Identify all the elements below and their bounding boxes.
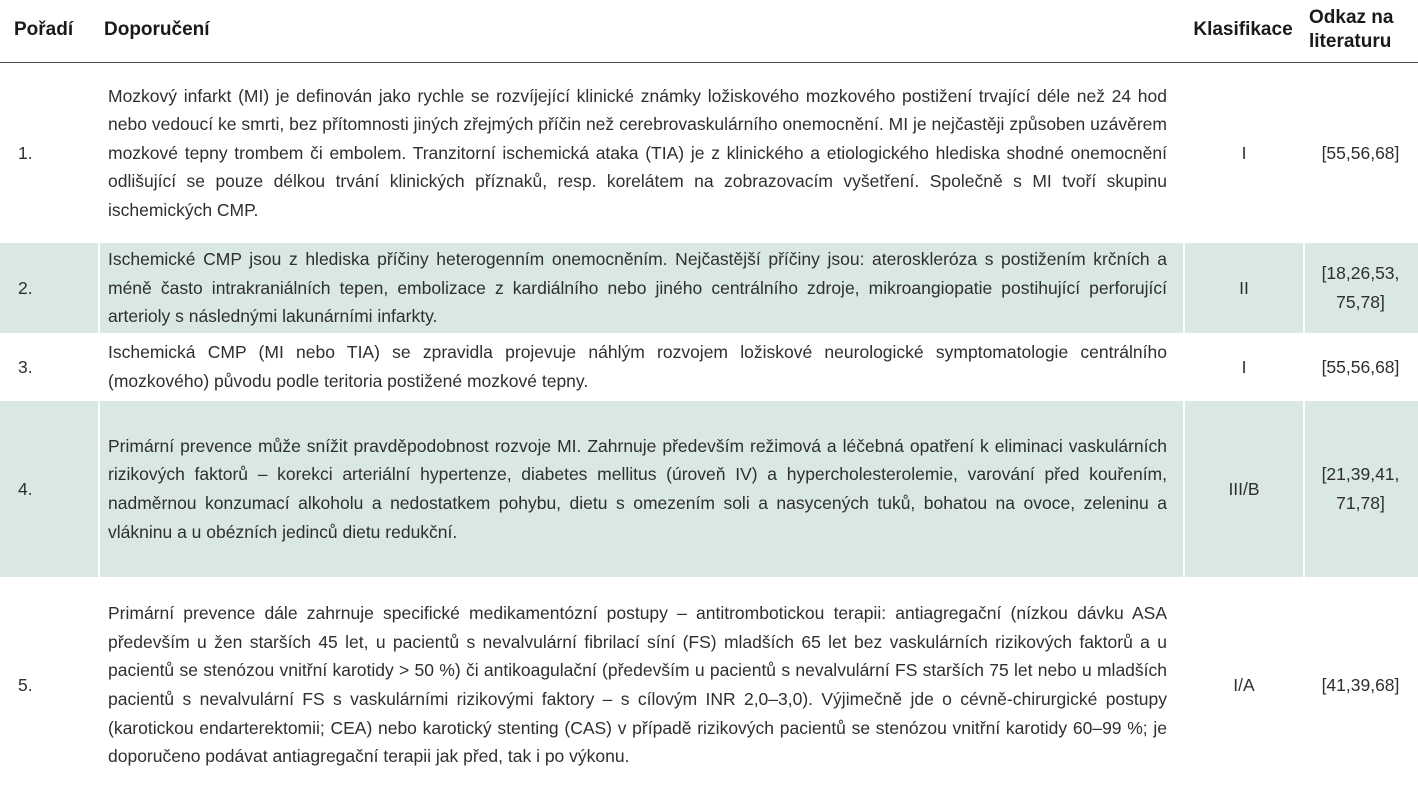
row-reference: [18,26,53, 75,78] — [1303, 243, 1418, 333]
row-reference: [55,56,68] — [1303, 336, 1418, 398]
column-header-order: Pořadí — [0, 0, 98, 63]
column-header-reference: Odkaz na literaturu — [1303, 0, 1418, 63]
row-recommendation-text: Primární prevence může snížit pravděpodobnost rozvoje MI. Zahrnuje především režimová a léčebná opatření k eliminaci vaskulárních rizikových faktorů – korekci arteriální hypertenze, diabetes mellitus (úroveň IV) a hypercholesterolemie, varování před kouřením, nadměrnou konzumací alkoholu a nedostatkem pohybu, dietu s omezením soli a nasycených tuků, bohatou na ovoce, zeleninu a vlákninu a u obézních jedinců dietu redukční. — [98, 401, 1183, 577]
row-classification: I — [1183, 66, 1303, 240]
row-order: 2. — [0, 243, 98, 333]
row-order: 3. — [18, 356, 33, 377]
row-classification: II — [1183, 243, 1303, 333]
row-recommendation-text: Mozkový infarkt (MI) je definován jako rychle se rozvíjející klinické známky ložiskového mozkového postižení trvající déle než 24 hod nebo vedoucí ke smrti, bez přítomnosti jiných zřejmých příčin než cerebrovaskulárního onemocnění. MI je nejčastěji způsoben uzávěrem mozkové tepny trombem či embolem. Tranzitorní ischemická ataka (TIA) je z klinického a etiologického hlediska shodné onemocnění odlišující se pouze délkou trvání klinických příznaků, resp. korelátem na zobrazovacím vyšetření. Společně s MI tvoří skupinu ischemických CMP. — [98, 66, 1183, 240]
table-row — [0, 243, 1418, 333]
column-header-classification: Klasifikace — [1183, 0, 1303, 63]
row-recommendation-text: Primární prevence dále zahrnuje specifické medikamentózní postupy – antitrombotickou terapii: antiagregační (nízkou dávku ASA především u žen starších 45 let, u pacientů s nevalvulární fibrilací síní (FS) mladších 65 let bez vaskulárních rizikových faktorů a u pacientů se stenózou vnitřní karotidy > 50 %) či antikoagulační (především u pacientů s nevalvulární FS starších 75 let nebo u mladších pacientů s nevalvulární FS s vaskulárními rizikovými faktory – s cílovým INR 2,0–3,0). Výjimečně jde o cévně-chirurgické postupy (karotickou endarterektomii; CEA) nebo karotický stenting (CAS) v případě rizikových pacientů se stenózou vnitřní karotidy 60–99 %; je doporučeno podávat antiagregační terapii jak před, tak i po výkonu. — [98, 580, 1183, 790]
row-order: 5. — [18, 674, 33, 695]
row-reference: [21,39,41, 71,78] — [1303, 401, 1418, 577]
header-row — [0, 0, 1418, 63]
column-header-recommendation: Doporučení — [98, 0, 1183, 63]
row-classification: I/A — [1183, 580, 1303, 790]
table-row — [0, 66, 1418, 240]
table-header — [0, 0, 1418, 63]
row-classification: III/B — [1183, 401, 1303, 577]
row-reference: [55,56,68] — [1303, 66, 1418, 240]
table-row — [0, 580, 1418, 790]
table-row — [0, 401, 1418, 577]
row-order: 4. — [0, 401, 98, 577]
row-reference: [41,39,68] — [1303, 580, 1418, 790]
table-row — [0, 336, 1418, 398]
row-order: 1. — [18, 142, 33, 163]
row-classification: I — [1183, 336, 1303, 398]
table-body — [0, 66, 1418, 790]
row-recommendation-text: Ischemické CMP jsou z hlediska příčiny heterogenním onemocněním. Nejčastější příčiny jsou: ateroskleróza s postižením krčních a méně často intrakraniálních tepen, embolizace z kardiálního nebo jiného centrálního zdroje, mikroangiopatie postihující perforující arterioly s následnými lakunárními infarkty. — [98, 243, 1183, 333]
row-recommendation-text: Ischemická CMP (MI nebo TIA) se zpravidla projevuje náhlým rozvojem ložiskové neurologické symptomatologie centrálního (mozkového) původu podle teritoria postižené mozkové tepny. — [98, 336, 1183, 398]
